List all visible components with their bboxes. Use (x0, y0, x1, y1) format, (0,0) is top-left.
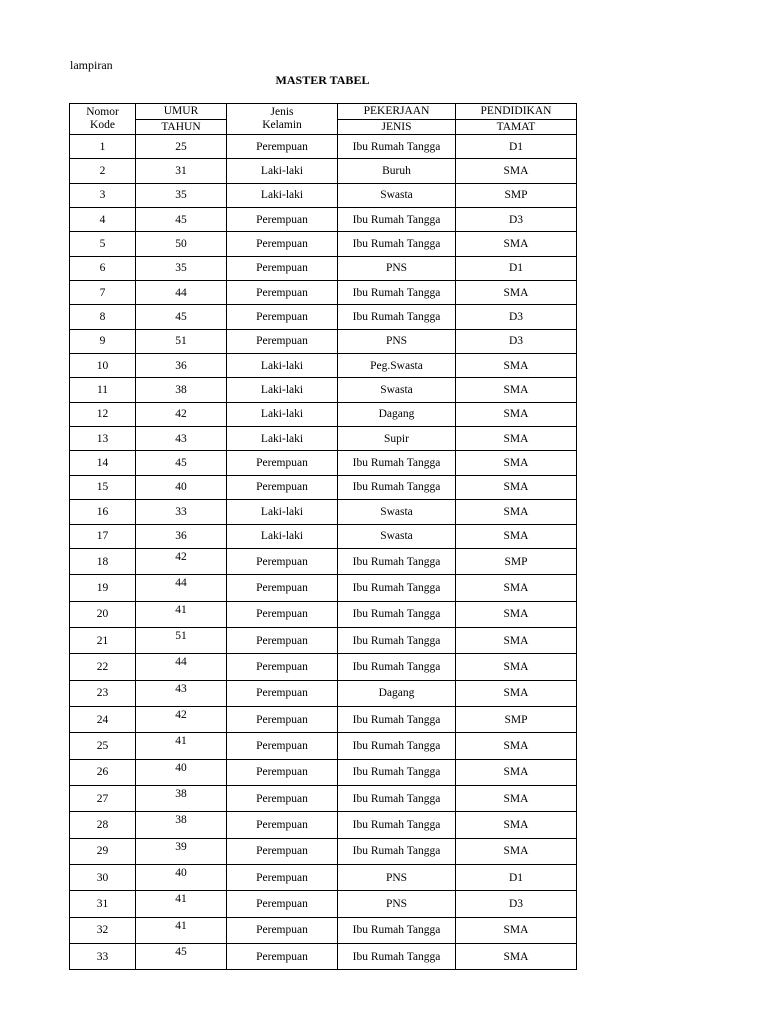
cell-pekerjaan: Ibu Rumah Tangga (338, 232, 456, 256)
cell-umur: 40 (136, 864, 227, 890)
cell-pekerjaan: Ibu Rumah Tangga (338, 759, 456, 785)
cell-nomor-kode: 10 (70, 354, 136, 378)
table-row (70, 917, 577, 943)
cell-nomor-kode: 11 (70, 378, 136, 402)
cell-pendidikan: SMA (456, 159, 577, 183)
table-row (70, 208, 577, 232)
cell-pendidikan: D3 (456, 305, 577, 329)
cell-nomor-kode: 30 (70, 864, 136, 890)
cell-jenis-kelamin: Perempuan (227, 706, 338, 732)
cell-jenis-kelamin: Perempuan (227, 601, 338, 627)
cell-pendidikan: D3 (456, 891, 577, 917)
cell-pekerjaan: Ibu Rumah Tangga (338, 785, 456, 811)
table-row (70, 135, 577, 159)
cell-pendidikan: SMA (456, 575, 577, 601)
header-row (70, 104, 577, 135)
cell-umur: 40 (136, 475, 227, 499)
table-row (70, 680, 577, 706)
header-umur-tahun (136, 104, 227, 135)
table-row (70, 548, 577, 574)
cell-jenis-kelamin: Perempuan (227, 575, 338, 601)
cell-jenis-kelamin: Perempuan (227, 305, 338, 329)
cell-pekerjaan: PNS (338, 891, 456, 917)
table-row (70, 256, 577, 280)
cell-pendidikan: SMA (456, 812, 577, 838)
table-row (70, 627, 577, 653)
header-jenis-kelamin (227, 104, 338, 135)
cell-pendidikan: SMA (456, 601, 577, 627)
cell-umur: 43 (136, 427, 227, 451)
table-row (70, 329, 577, 353)
cell-pendidikan: SMA (456, 354, 577, 378)
header-umur: UMUR (163, 105, 199, 117)
cell-nomor-kode: 19 (70, 575, 136, 601)
cell-jenis-kelamin: Perempuan (227, 475, 338, 499)
header-kelamin: Kelamin (262, 119, 302, 131)
cell-umur: 50 (136, 232, 227, 256)
cell-nomor-kode: 25 (70, 733, 136, 759)
cell-jenis-kelamin: Perempuan (227, 838, 338, 864)
cell-pekerjaan: Ibu Rumah Tangga (338, 281, 456, 305)
cell-umur: 45 (136, 208, 227, 232)
cell-pendidikan: SMA (456, 378, 577, 402)
table-row (70, 524, 577, 548)
header-tamat: TAMAT (456, 119, 576, 134)
table-row (70, 785, 577, 811)
table-row (70, 838, 577, 864)
table-row (70, 812, 577, 838)
cell-umur: 38 (136, 378, 227, 402)
header-kode: Kode (90, 119, 115, 131)
cell-umur: 44 (136, 575, 227, 601)
cell-jenis-kelamin: Perempuan (227, 812, 338, 838)
cell-pekerjaan: Ibu Rumah Tangga (338, 208, 456, 232)
header-pekerjaan-jenis (338, 104, 456, 135)
header-pendidikan: PENDIDIKAN (480, 105, 552, 117)
cell-umur: 51 (136, 329, 227, 353)
cell-umur: 44 (136, 281, 227, 305)
cell-pendidikan: SMA (456, 232, 577, 256)
table-row (70, 601, 577, 627)
cell-nomor-kode: 18 (70, 548, 136, 574)
cell-pendidikan: SMA (456, 654, 577, 680)
cell-pekerjaan: PNS (338, 329, 456, 353)
table-row (70, 575, 577, 601)
table-row (70, 733, 577, 759)
cell-jenis-kelamin: Laki-laki (227, 427, 338, 451)
cell-nomor-kode: 16 (70, 500, 136, 524)
cell-jenis-kelamin: Perempuan (227, 785, 338, 811)
cell-pekerjaan: Ibu Rumah Tangga (338, 654, 456, 680)
table-row (70, 500, 577, 524)
cell-jenis-kelamin: Perempuan (227, 759, 338, 785)
cell-jenis-kelamin: Perempuan (227, 891, 338, 917)
cell-jenis-kelamin: Laki-laki (227, 524, 338, 548)
cell-umur: 25 (136, 135, 227, 159)
cell-pendidikan: SMP (456, 548, 577, 574)
cell-jenis-kelamin: Laki-laki (227, 183, 338, 207)
cell-nomor-kode: 8 (70, 305, 136, 329)
cell-nomor-kode: 17 (70, 524, 136, 548)
cell-nomor-kode: 9 (70, 329, 136, 353)
cell-jenis-kelamin: Laki-laki (227, 159, 338, 183)
cell-jenis-kelamin: Perempuan (227, 944, 338, 970)
cell-jenis-kelamin: Laki-laki (227, 354, 338, 378)
cell-pekerjaan: Dagang (338, 680, 456, 706)
cell-nomor-kode: 22 (70, 654, 136, 680)
cell-jenis-kelamin: Perempuan (227, 548, 338, 574)
cell-pekerjaan: Ibu Rumah Tangga (338, 838, 456, 864)
table-row (70, 159, 577, 183)
cell-pendidikan: SMA (456, 427, 577, 451)
table-row (70, 654, 577, 680)
cell-pekerjaan: Swasta (338, 500, 456, 524)
cell-jenis-kelamin: Perempuan (227, 329, 338, 353)
cell-pendidikan: SMA (456, 475, 577, 499)
cell-nomor-kode: 31 (70, 891, 136, 917)
cell-pekerjaan: Ibu Rumah Tangga (338, 917, 456, 943)
table-row (70, 281, 577, 305)
cell-umur: 40 (136, 759, 227, 785)
cell-pendidikan: D3 (456, 208, 577, 232)
table-row (70, 402, 577, 426)
cell-pekerjaan: Buruh (338, 159, 456, 183)
cell-umur: 51 (136, 627, 227, 653)
cell-nomor-kode: 27 (70, 785, 136, 811)
cell-pekerjaan: PNS (338, 256, 456, 280)
cell-jenis-kelamin: Perempuan (227, 864, 338, 890)
cell-umur: 39 (136, 838, 227, 864)
cell-nomor-kode: 12 (70, 402, 136, 426)
cell-pekerjaan: Ibu Rumah Tangga (338, 601, 456, 627)
table-row (70, 891, 577, 917)
cell-jenis-kelamin: Perempuan (227, 232, 338, 256)
cell-pendidikan: SMA (456, 627, 577, 653)
header-tahun: TAHUN (136, 119, 226, 134)
cell-pendidikan: SMP (456, 183, 577, 207)
cell-nomor-kode: 32 (70, 917, 136, 943)
cell-jenis-kelamin: Perempuan (227, 733, 338, 759)
cell-nomor-kode: 5 (70, 232, 136, 256)
cell-umur: 36 (136, 354, 227, 378)
cell-umur: 35 (136, 183, 227, 207)
cell-nomor-kode: 21 (70, 627, 136, 653)
page-title: MASTER TABEL (275, 73, 370, 87)
cell-pekerjaan: Swasta (338, 183, 456, 207)
header-pekerjaan-jenis-sub: JENIS (338, 119, 455, 134)
cell-pekerjaan: Swasta (338, 524, 456, 548)
cell-pekerjaan: Dagang (338, 402, 456, 426)
table-row (70, 706, 577, 732)
cell-pekerjaan: Ibu Rumah Tangga (338, 706, 456, 732)
table-row (70, 183, 577, 207)
cell-pendidikan: SMA (456, 917, 577, 943)
cell-pendidikan: SMA (456, 759, 577, 785)
cell-nomor-kode: 23 (70, 680, 136, 706)
cell-pendidikan: SMA (456, 451, 577, 475)
cell-jenis-kelamin: Perempuan (227, 135, 338, 159)
master-table (69, 103, 577, 970)
cell-nomor-kode: 29 (70, 838, 136, 864)
cell-pendidikan: SMA (456, 680, 577, 706)
cell-nomor-kode: 13 (70, 427, 136, 451)
cell-pendidikan: SMA (456, 500, 577, 524)
cell-pendidikan: D1 (456, 256, 577, 280)
cell-nomor-kode: 6 (70, 256, 136, 280)
cell-pendidikan: SMA (456, 402, 577, 426)
table-row (70, 305, 577, 329)
table-row (70, 864, 577, 890)
table-row (70, 944, 577, 970)
cell-nomor-kode: 20 (70, 601, 136, 627)
cell-pendidikan: SMA (456, 524, 577, 548)
cell-jenis-kelamin: Perempuan (227, 281, 338, 305)
cell-umur: 42 (136, 706, 227, 732)
cell-jenis-kelamin: Perempuan (227, 917, 338, 943)
cell-pendidikan: D1 (456, 864, 577, 890)
cell-umur: 41 (136, 733, 227, 759)
cell-pekerjaan: Peg.Swasta (338, 354, 456, 378)
cell-pekerjaan: Supir (338, 427, 456, 451)
cell-pekerjaan: PNS (338, 864, 456, 890)
cell-pendidikan: D1 (456, 135, 577, 159)
cell-pekerjaan: Ibu Rumah Tangga (338, 627, 456, 653)
cell-umur: 42 (136, 402, 227, 426)
header-nomor: Nomor (86, 106, 119, 118)
cell-umur: 36 (136, 524, 227, 548)
cell-umur: 41 (136, 917, 227, 943)
cell-umur: 35 (136, 256, 227, 280)
cell-nomor-kode: 28 (70, 812, 136, 838)
cell-pekerjaan: Ibu Rumah Tangga (338, 135, 456, 159)
cell-umur: 45 (136, 944, 227, 970)
cell-jenis-kelamin: Laki-laki (227, 500, 338, 524)
cell-nomor-kode: 26 (70, 759, 136, 785)
cell-nomor-kode: 2 (70, 159, 136, 183)
cell-pekerjaan: Ibu Rumah Tangga (338, 475, 456, 499)
cell-pendidikan: SMA (456, 944, 577, 970)
table-row (70, 378, 577, 402)
cell-pekerjaan: Ibu Rumah Tangga (338, 305, 456, 329)
cell-jenis-kelamin: Perempuan (227, 451, 338, 475)
cell-pendidikan: SMA (456, 281, 577, 305)
cell-jenis-kelamin: Laki-laki (227, 402, 338, 426)
cell-umur: 44 (136, 654, 227, 680)
cell-jenis-kelamin: Perempuan (227, 627, 338, 653)
header-jenis: Jenis (270, 106, 294, 118)
cell-pekerjaan: Ibu Rumah Tangga (338, 451, 456, 475)
cell-nomor-kode: 7 (70, 281, 136, 305)
cell-nomor-kode: 14 (70, 451, 136, 475)
cell-pekerjaan: Ibu Rumah Tangga (338, 548, 456, 574)
header-pendidikan-tamat (456, 104, 577, 135)
cell-pendidikan: D3 (456, 329, 577, 353)
cell-umur: 45 (136, 451, 227, 475)
table-row (70, 232, 577, 256)
cell-umur: 31 (136, 159, 227, 183)
cell-nomor-kode: 33 (70, 944, 136, 970)
cell-jenis-kelamin: Laki-laki (227, 378, 338, 402)
cell-umur: 41 (136, 891, 227, 917)
cell-umur: 38 (136, 785, 227, 811)
cell-pendidikan: SMA (456, 785, 577, 811)
cell-umur: 41 (136, 601, 227, 627)
cell-pendidikan: SMA (456, 733, 577, 759)
cell-pekerjaan: Swasta (338, 378, 456, 402)
cell-nomor-kode: 15 (70, 475, 136, 499)
cell-umur: 38 (136, 812, 227, 838)
cell-pekerjaan: Ibu Rumah Tangga (338, 944, 456, 970)
cell-pekerjaan: Ibu Rumah Tangga (338, 575, 456, 601)
attachment-label: lampiran (70, 58, 113, 72)
cell-nomor-kode: 1 (70, 135, 136, 159)
cell-jenis-kelamin: Perempuan (227, 256, 338, 280)
cell-jenis-kelamin: Perempuan (227, 654, 338, 680)
cell-umur: 42 (136, 548, 227, 574)
cell-nomor-kode: 3 (70, 183, 136, 207)
cell-pekerjaan: Ibu Rumah Tangga (338, 812, 456, 838)
header-nomor-kode (70, 104, 136, 135)
cell-nomor-kode: 24 (70, 706, 136, 732)
table-row (70, 451, 577, 475)
cell-pendidikan: SMA (456, 838, 577, 864)
header-pekerjaan: PEKERJAAN (363, 105, 430, 117)
table-body (70, 135, 577, 970)
table-row (70, 475, 577, 499)
table-header (70, 104, 577, 135)
cell-pekerjaan: Ibu Rumah Tangga (338, 733, 456, 759)
cell-jenis-kelamin: Perempuan (227, 680, 338, 706)
cell-umur: 33 (136, 500, 227, 524)
table-row (70, 759, 577, 785)
cell-pendidikan: SMP (456, 706, 577, 732)
cell-umur: 45 (136, 305, 227, 329)
cell-nomor-kode: 4 (70, 208, 136, 232)
cell-umur: 43 (136, 680, 227, 706)
table-row (70, 354, 577, 378)
table-row (70, 427, 577, 451)
cell-jenis-kelamin: Perempuan (227, 208, 338, 232)
